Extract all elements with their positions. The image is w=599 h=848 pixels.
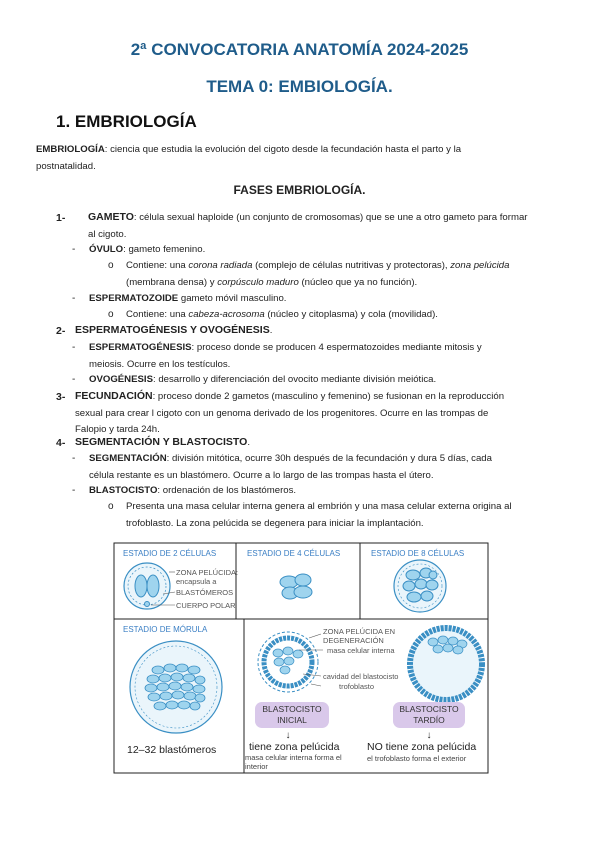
item-number: 1- (56, 212, 66, 224)
stage-8-label: ESTADIO DE 8 CÉLULAS (371, 549, 465, 558)
espermatozoide-line: ESPERMATOZOIDE gameto móvil masculino. (89, 293, 287, 304)
cavidad-label: cavidad del blastocisto (323, 672, 399, 681)
trofoblasto-label: trofoblasto (339, 682, 375, 691)
dash-marker: - (72, 453, 76, 464)
no-tiene-zona-caption: NO tiene zona pelúcida (367, 741, 477, 753)
ovulo-term: ÓVULO (89, 244, 124, 255)
stage-2-label: ESTADIO DE 2 CÉLULAS (123, 549, 217, 558)
dash-marker: - (72, 485, 76, 496)
document-subtitle: TEMA 0: EMBIOLOGÍA. (206, 77, 393, 96)
eight-cell-embryo-icon (394, 560, 446, 612)
item-number: 4- (56, 437, 66, 449)
fecundacion-paragraph: FECUNDACIÓN: proceso donde 2 gametos (masculino y femenino) se fusionan en la reproducción sexual para crear l cigoto con un genoma derivado de los progenitores. Ocurre en las trompas de Falopio y tarda 24h. (75, 390, 505, 435)
ovulo-contains: Contiene: una corona radiada (complejo de células nutritivas y protectoras), zona pelúcida (membrana densa) y corpúsculo maduro (núcleo que ya no función). (126, 260, 510, 288)
segmentacion-heading: SEGMENTACIÓN Y BLASTOCISTO. (75, 436, 250, 448)
arrow-down-icon: ↓ (426, 730, 432, 741)
svg-text:interior: interior (245, 762, 268, 771)
svg-text:BLASTÓMEROS: BLASTÓMEROS (176, 588, 234, 597)
morula-label: ESTADIO DE MÓRULA (123, 625, 208, 634)
definition-text: : ciencia que estudia la evolución del cigoto desde la fecundación hasta el parto y la (104, 144, 462, 155)
dash-marker: - (72, 342, 76, 353)
dash-marker: - (72, 293, 76, 304)
svg-text:INICIAL: INICIAL (277, 715, 307, 725)
svg-text:TARDÍO: TARDÍO (413, 715, 445, 725)
morula-caption: 12–32 blastómeros (127, 744, 217, 756)
blastocisto-inicial-tag: BLASTOCISTO (262, 704, 322, 714)
blastocisto-line: BLASTOCISTO: ordenación de los blastómeros. (89, 485, 297, 496)
dash-marker: - (72, 244, 76, 255)
masa-forma-caption: masa celular interna forma el (245, 753, 342, 762)
bullet-marker: o (108, 309, 114, 320)
two-cell-embryo-icon (124, 563, 170, 609)
document-title: 2ª CONVOCATORIA ANATOMÍA 2024-2025 (130, 40, 469, 59)
masa-interna-label: masa celular interna (327, 646, 395, 655)
segmentacion-paragraph: SEGMENTACIÓN: división mitótica, ocurre 30h después de la fecundación y dura 5 días, cada célula restante es un blastómero. Ocurre a lo largo de las trompas hasta el útero. (89, 453, 492, 481)
dash-marker: - (72, 374, 76, 385)
late-blastocyst-icon (410, 628, 482, 700)
gameto-paragraph (88, 209, 578, 243)
morula-icon (130, 641, 222, 733)
embryo-stages-figure (113, 542, 489, 774)
bullet-marker: o (108, 501, 114, 512)
blastocisto-contains: Presenta una masa celular interna genera al embrión y una masa celular externa origina al trofoblasto. La zona pelúcida se degenera para iniciar la implantación. (126, 501, 512, 529)
definition-term: EMBRIOLOGÍA (36, 144, 105, 155)
ovulo-text: : gameto femenino. (123, 244, 206, 255)
ovulo-line (89, 242, 205, 259)
bullet-marker: o (108, 260, 114, 271)
item-number: 3- (56, 391, 66, 403)
item-number: 2- (56, 325, 66, 337)
espermatogenesis-paragraph: ESPERMATOGÉNESIS: proceso donde se producen 4 espermatozoides mediante mitosis y meiosis. Ocurre en los testículos. (89, 342, 482, 370)
svg-text:DEGENERACIÓN: DEGENERACIÓN (323, 636, 384, 645)
gameto-term: GAMETO (88, 211, 134, 223)
cuerpo-polar-label: CUERPO POLAR (176, 601, 236, 610)
section-heading: 1. EMBRIOLOGÍA (56, 112, 197, 131)
trofoblasto-forma-caption: el trofoblasto forma el exterior (367, 754, 467, 763)
gametogenesis-heading: ESPERMATOGÉNESIS Y OVOGÉNESIS. (75, 324, 273, 336)
espermatozoide-contains: Contiene: una cabeza-acrosoma (núcleo y citoplasma) y cola (movilidad). (126, 309, 438, 320)
tiene-zona-caption: tiene zona pelúcida (249, 741, 340, 753)
svg-text:encapsula a: encapsula a (176, 577, 217, 586)
ovogenesis-line: OVOGÉNESIS: desarrollo y diferenciación del ovocito mediante división meiótica. (89, 374, 437, 385)
phases-heading: FASES EMBRIOLOGÍA. (233, 183, 366, 197)
definition-paragraph (36, 142, 576, 175)
gameto-text: : célula sexual haploide (un conjunto de cromosomas) que se une a otro gameto para formar (133, 212, 528, 223)
zona-degeneracion-label: ZONA PELÚCIDA EN (323, 627, 396, 636)
arrow-down-icon: ↓ (285, 730, 291, 741)
definition-text-cont: postnatalidad. (36, 160, 96, 172)
zona-pelucida-label: ZONA PELÚCIDA: (176, 568, 239, 577)
stage-4-label: ESTADIO DE 4 CÉLULAS (247, 549, 341, 558)
blastocisto-tardio-tag: BLASTOCISTO (399, 704, 459, 714)
gameto-text-cont: al cigoto. (88, 228, 127, 240)
early-blastocyst-icon (258, 632, 318, 692)
